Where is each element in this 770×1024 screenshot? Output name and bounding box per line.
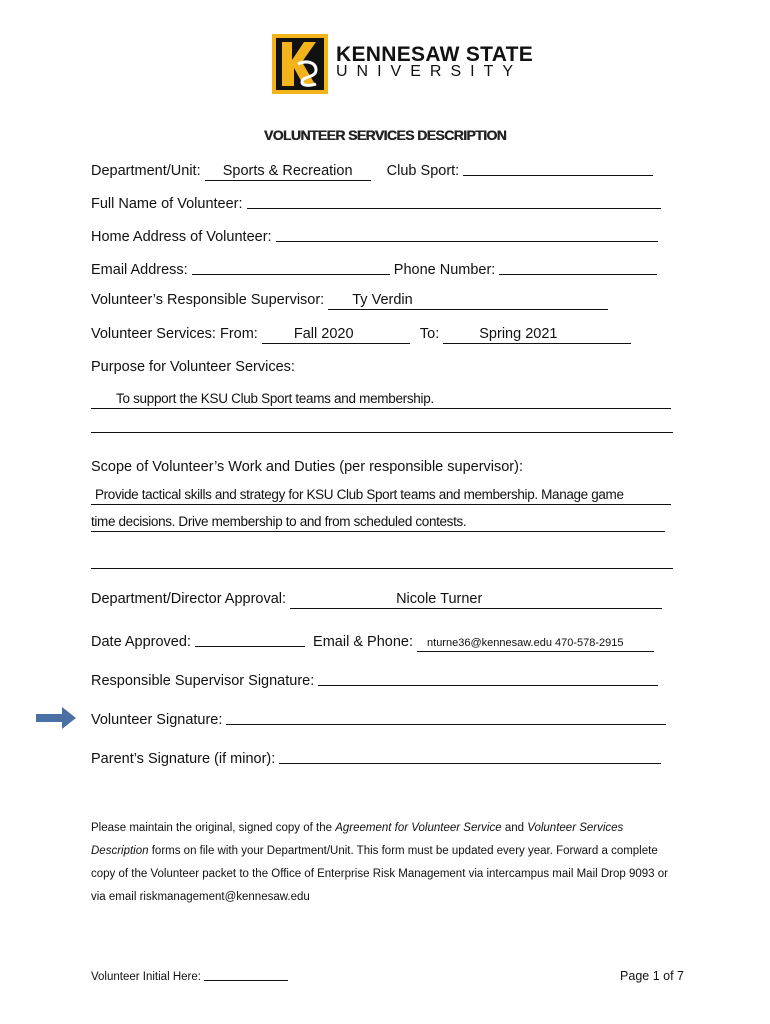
services-from-value: Fall 2020 <box>293 326 354 342</box>
notice-agreement-title: Agreement for Volunteer Service <box>335 822 502 834</box>
club-sport-label: Club Sport: <box>386 163 460 179</box>
phone-label: Phone Number: <box>393 262 496 278</box>
initial-field[interactable] <box>204 967 288 981</box>
page-number: Page 1 of 7 <box>620 969 684 983</box>
club-sport-field[interactable] <box>463 159 653 176</box>
services-period-row <box>91 324 631 344</box>
approval-value: Nicole Turner <box>396 591 483 607</box>
scope-field-line1[interactable] <box>91 485 671 505</box>
email-phone-row <box>91 257 657 277</box>
parent-signature-label: Parent’s Signature (if minor): <box>91 751 276 767</box>
purpose-field-line2[interactable] <box>91 432 673 433</box>
scope-field-line2[interactable] <box>91 512 665 532</box>
date-approved-row <box>91 629 654 649</box>
volunteer-signature-field[interactable] <box>226 708 666 725</box>
parent-signature-field[interactable] <box>279 747 661 764</box>
supervisor-row <box>91 290 608 310</box>
notice-description-title: Volunteer Services Description <box>91 822 624 857</box>
department-value: Sports & Recreation <box>222 163 353 179</box>
scope-label: Scope of Volunteer’s Work and Duties (per responsible supervisor): <box>91 459 523 475</box>
home-address-field[interactable] <box>276 225 658 242</box>
scope-value-line1: Provide tactical skills and strategy for KSU Club Sport teams and membership. Manage game <box>95 487 624 502</box>
services-to-value: Spring 2021 <box>479 326 558 342</box>
services-from-label: Volunteer Services: From: <box>91 326 258 342</box>
supervisor-signature-field[interactable] <box>318 669 658 686</box>
services-from-field[interactable] <box>262 325 410 344</box>
page-title: VOLUNTEER SERVICES DESCRIPTION <box>263 127 507 143</box>
scope-value-line2: time decisions. Drive membership to and from scheduled contests. <box>91 514 467 529</box>
purpose-label: Purpose for Volunteer Services: <box>91 359 295 375</box>
logo-wordmark-line2: UNIVERSITY <box>336 63 523 80</box>
phone-field[interactable] <box>499 258 657 275</box>
volunteer-signature-row <box>91 707 666 727</box>
date-approved-field[interactable] <box>195 630 305 647</box>
scope-field-line3[interactable] <box>91 568 673 569</box>
services-to-label: To: <box>419 326 440 342</box>
department-row <box>91 158 653 178</box>
services-to-field[interactable] <box>443 325 631 344</box>
email-label: Email Address: <box>91 262 188 278</box>
home-address-row <box>91 224 658 244</box>
supervisor-field[interactable] <box>328 291 608 310</box>
department-label: Department/Unit: <box>91 163 201 179</box>
supervisor-value: Ty Verdin <box>352 292 413 308</box>
initial-row <box>91 966 288 986</box>
home-address-label: Home Address of Volunteer: <box>91 229 272 245</box>
purpose-field-line1[interactable] <box>91 390 671 409</box>
email-phone-field[interactable] <box>417 633 654 652</box>
notice-text-2: and <box>501 822 528 834</box>
logo-wordmark-line1: KENNESAW STATE <box>336 43 534 66</box>
email-phone-value: nturne36@kennesaw.edu 470-578-2915 <box>427 637 624 649</box>
arrow-right-icon <box>36 707 76 729</box>
volunteer-signature-label: Volunteer Signature: <box>91 712 223 728</box>
approval-row <box>91 589 662 609</box>
purpose-value: To support the KSU Club Sport teams and membership. <box>116 391 434 406</box>
approval-field[interactable] <box>290 590 662 609</box>
notice-text-1: Please maintain the original, signed copy of the <box>91 822 336 834</box>
supervisor-signature-row <box>91 668 658 688</box>
date-approved-label: Date Approved: <box>91 634 191 650</box>
supervisor-signature-label: Responsible Supervisor Signature: <box>91 673 315 689</box>
parent-signature-row <box>91 746 661 766</box>
email-field[interactable] <box>192 258 390 275</box>
full-name-field[interactable] <box>247 192 661 209</box>
notice-text-3: forms on file with your Department/Unit. This form must be updated every year. Forward a complete copy of the Volunteer packet to the Office of Enterprise Risk Management via intercampus mail Mail Drop 9093 or via email riskmanagement@kennesaw.edu <box>91 845 668 903</box>
retention-notice <box>91 817 681 909</box>
approval-label: Department/Director Approval: <box>91 591 287 607</box>
email-phone-label: Email & Phone: <box>313 634 413 650</box>
department-field[interactable] <box>205 162 371 181</box>
full-name-label: Full Name of Volunteer: <box>91 196 243 212</box>
full-name-row <box>91 191 661 211</box>
ksu-logo-icon <box>272 34 328 94</box>
supervisor-label: Volunteer’s Responsible Supervisor: <box>91 292 325 308</box>
initial-label: Volunteer Initial Here: <box>91 971 201 983</box>
